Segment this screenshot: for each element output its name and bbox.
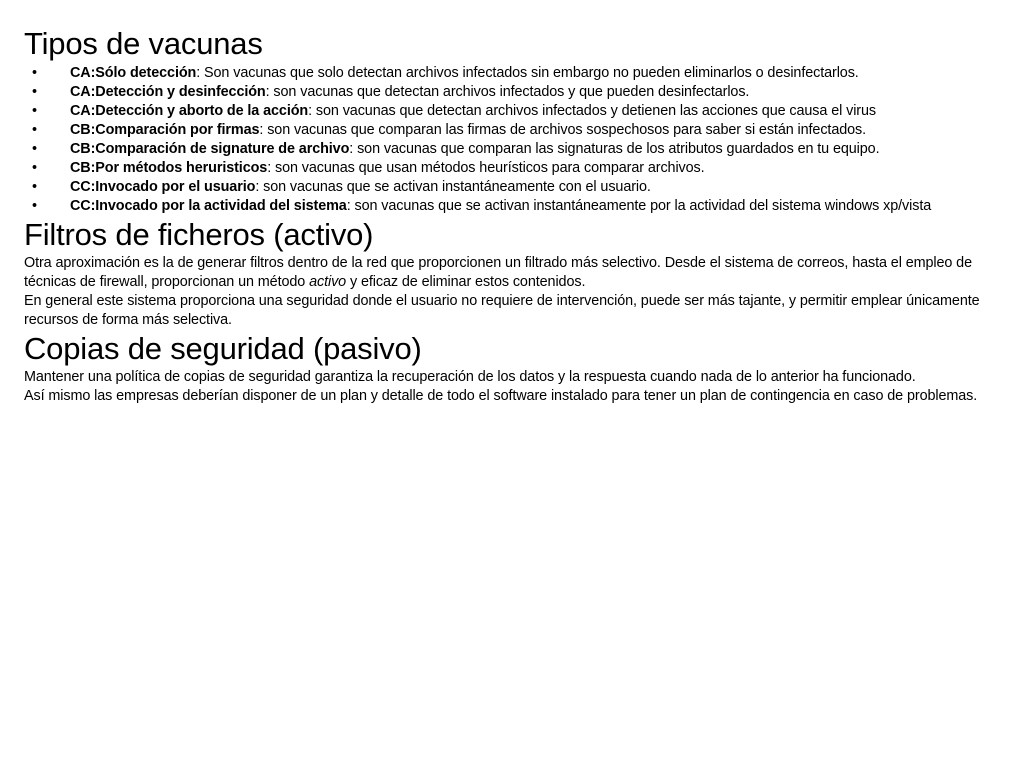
bullet-icon: •: [32, 84, 37, 100]
item-term: CC:Invocado por la actividad del sistema: [70, 198, 347, 214]
heading-tipos-de-vacunas: Tipos de vacunas: [24, 26, 263, 61]
item-term: CA:Detección y aborto de la acción: [70, 103, 309, 119]
bullet-icon: •: [32, 122, 37, 138]
bullet-icon: •: [32, 198, 37, 214]
filtros-paragraph-1: [24, 254, 1019, 292]
text-run: Otra aproximación es la de generar filtros dentro de la red que proporcionen un filtrado más selectivo. Desde el sistema de correos, hasta el empleo de técnicas de firewall, proporcionan un método: [24, 255, 972, 290]
list-item: [24, 159, 1019, 178]
item-description: : son vacunas que se activan instantáneamente con el usuario.: [255, 179, 651, 195]
heading-filtros-de-ficheros: Filtros de ficheros (activo): [24, 217, 374, 252]
list-item: [24, 121, 1019, 140]
item-term: CB:Comparación de signature de archivo: [70, 141, 350, 157]
copias-paragraph-1: Mantener una política de copias de seguridad garantiza la recuperación de los datos y la respuesta cuando nada de lo anterior ha funcionado.: [24, 369, 916, 385]
filtros-paragraph-2: En general este sistema proporciona una seguridad donde el usuario no requiere de intervención, puede ser más tajante, y permitir emplear únicamente recursos de forma más selectiva.: [24, 293, 980, 328]
item-description: : son vacunas que usan métodos heurísticos para comparar archivos.: [267, 160, 705, 176]
bullet-icon: •: [32, 160, 37, 176]
list-item: [24, 83, 1019, 102]
item-description: : Son vacunas que solo detectan archivos infectados sin embargo no pueden eliminarlos o desinfectarlos.: [196, 65, 859, 81]
list-item: [24, 102, 1019, 121]
item-description: : son vacunas que se activan instantáneamente por la actividad del sistema windows xp/vista: [346, 198, 932, 214]
item-term: CC:Invocado por el usuario: [70, 179, 256, 195]
copias-paragraph-2: Así mismo las empresas deberían disponer de un plan y detalle de todo el software instalado para tener un plan de contingencia en caso de problemas.: [24, 388, 978, 404]
bullet-icon: •: [32, 179, 37, 195]
item-term: CB:Comparación por firmas: [70, 122, 260, 138]
bullet-icon: •: [32, 103, 37, 119]
item-description: : son vacunas que comparan las signaturas de los atributos guardados en tu equipo.: [349, 141, 880, 157]
item-term: CB:Por métodos heruristicos: [70, 160, 268, 176]
heading-copias-de-seguridad: Copias de seguridad (pasivo): [24, 331, 422, 366]
bullet-icon: •: [32, 65, 37, 81]
item-term: CA:Sólo detección: [70, 65, 197, 81]
list-item: [24, 178, 1019, 197]
item-description: : son vacunas que detectan archivos infectados y que pueden desinfectarlos.: [265, 84, 750, 100]
item-description: : son vacunas que detectan archivos infectados y detienen las acciones que causa el virus: [308, 103, 876, 119]
document-page: [24, 28, 1019, 406]
bullet-icon: •: [32, 141, 37, 157]
text-run: y eficaz de eliminar estos contenidos.: [346, 274, 586, 290]
item-term: CA:Detección y desinfección: [70, 84, 266, 100]
item-description: : son vacunas que comparan las firmas de archivos sospechosos para saber si están infectados.: [259, 122, 867, 138]
emphasis-activo: activo: [309, 274, 347, 290]
list-item: [24, 197, 1019, 216]
list-item: [24, 64, 1019, 83]
vaccine-types-list: [24, 64, 1019, 216]
list-item: [24, 140, 1019, 159]
